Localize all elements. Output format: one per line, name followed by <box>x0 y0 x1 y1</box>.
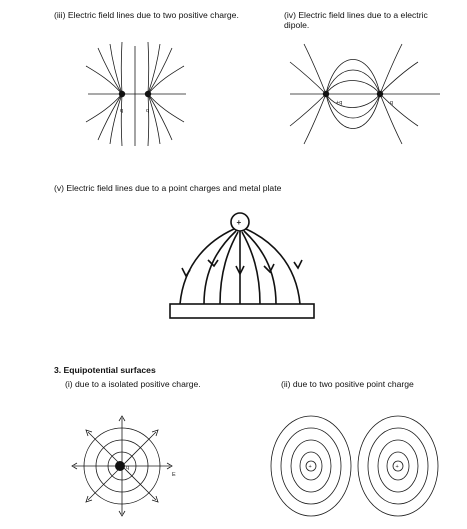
field-label: E <box>172 472 176 478</box>
charge-label-right: q <box>146 108 150 114</box>
caption-fig-eq2: (ii) due to two positive point charge <box>281 379 414 389</box>
section-heading: 3. Equipotential surfaces <box>54 365 156 375</box>
charge-label-pos: +q <box>336 100 343 106</box>
isolated-charge-label: q <box>126 465 130 471</box>
caption-fig-iii: (iii) Electric field lines due to two positive charge. <box>54 10 239 20</box>
charge-symbol-plate: + <box>236 218 242 227</box>
caption-fig-eq1: (i) due to a isolated positive charge. <box>65 379 201 389</box>
charge-label-neg: -q <box>388 100 393 106</box>
charge-label-left: q <box>120 108 124 114</box>
two-charges-symbol-left: + <box>308 464 312 470</box>
caption-fig-iv: (iv) Electric field lines due to a electric dipole. <box>284 10 428 30</box>
caption-fig-v: (v) Electric field lines due to a point charges and metal plate <box>54 183 282 193</box>
two-charges-symbol-right: + <box>395 464 399 470</box>
